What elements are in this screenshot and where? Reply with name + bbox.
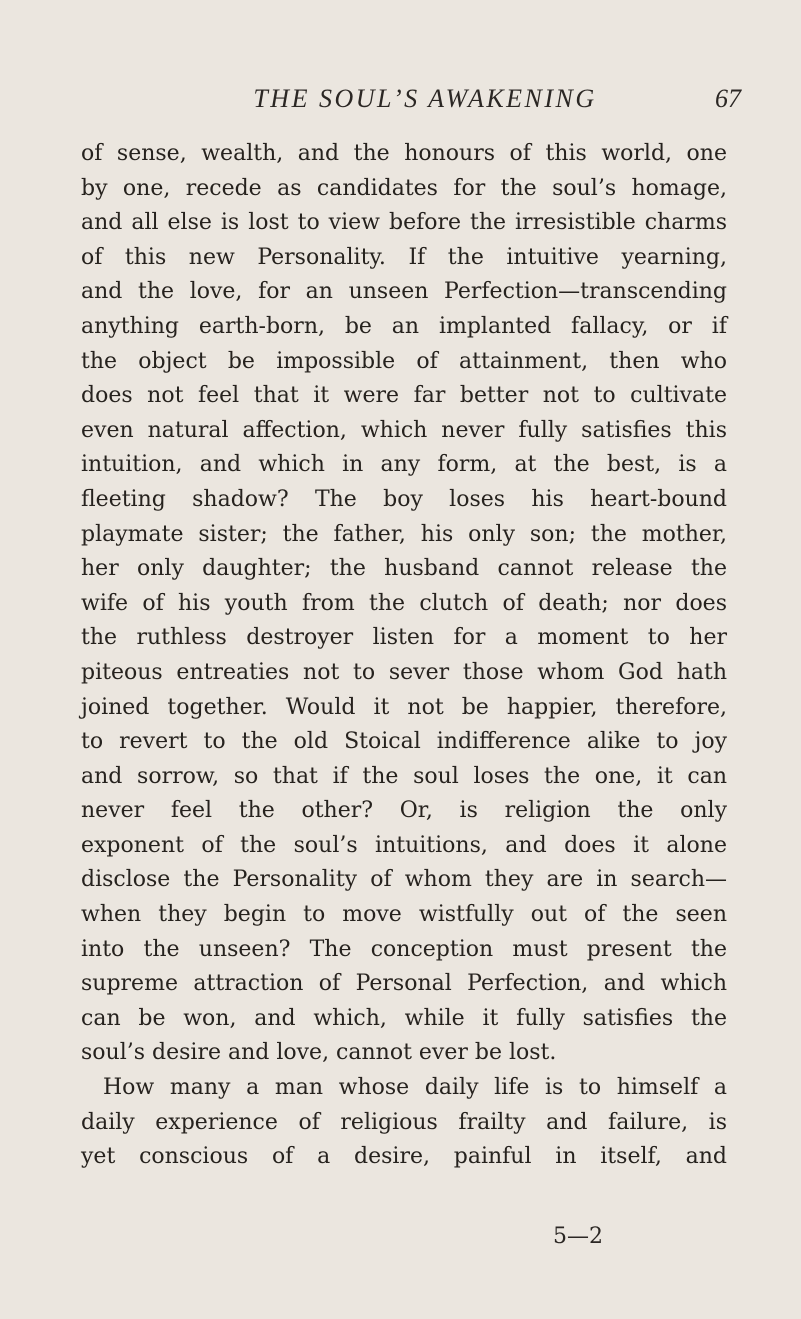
- text-line: can be won, and which, while it fully satisfies the: [81, 1005, 727, 1031]
- running-title: THE SOUL’S AWAKENING: [253, 84, 597, 113]
- text-line: playmate sister; the father, his only son; the mother,: [81, 521, 727, 547]
- text-line: and all else is lost to view before the irresistible charms: [81, 210, 727, 236]
- page-number: 67: [715, 84, 741, 113]
- text-line: of sense, wealth, and the honours of this world, one: [81, 141, 727, 166]
- page-header: [80, 84, 741, 118]
- text-line: even natural affection, which never fully satisfies this: [81, 417, 727, 443]
- text-line: of this new Personality. If the intuitive yearning,: [81, 244, 727, 270]
- text-line: and the love, for an unseen Perfection—transcending: [81, 279, 727, 305]
- signature-mark: 5—2: [553, 1224, 603, 1249]
- text-line: piteous entreaties not to sever those whom God hath: [81, 659, 727, 685]
- text-line: yet conscious of a desire, painful in itself, and: [81, 1144, 727, 1170]
- text-line: by one, recede as candidates for the soul’s homage,: [81, 175, 727, 201]
- text-line: fleeting shadow? The boy loses his heart-bound: [81, 486, 727, 512]
- text-line: does not feel that it were far better not to cultivate: [81, 383, 727, 409]
- text-line: exponent of the soul’s intuitions, and does it alone: [81, 832, 727, 858]
- text-line: daily experience of religious frailty and failure, is: [81, 1109, 727, 1135]
- body-text: [81, 137, 727, 1175]
- text-line: her only daughter; the husband cannot release the: [81, 556, 727, 582]
- text-line: to revert to the old Stoical indifference alike to joy: [81, 729, 727, 755]
- text-line: disclose the Personality of whom they are in search—: [81, 867, 727, 893]
- text-line: anything earth-born, be an implanted fallacy, or if: [81, 313, 727, 339]
- text-line: intuition, and which in any form, at the best, is a: [81, 452, 727, 478]
- text-line: the ruthless destroyer listen for a moment to her: [81, 625, 727, 651]
- text-line: into the unseen? The conception must present the: [81, 936, 727, 962]
- text-line: never feel the other? Or, is religion the only: [81, 798, 727, 824]
- paragraph: [81, 137, 727, 1071]
- paragraph: [81, 1071, 727, 1175]
- text-line: supreme attraction of Personal Perfection, and which: [81, 971, 727, 997]
- text-line: soul’s desire and love, cannot ever be lost.: [81, 1040, 557, 1066]
- text-line: when they begin to move wistfully out of the seen: [81, 902, 727, 928]
- text-line: How many a man whose daily life is to himself a: [103, 1075, 727, 1101]
- text-line: joined together. Would it not be happier, therefore,: [81, 694, 727, 720]
- text-line: the object be impossible of attainment, then who: [81, 348, 727, 374]
- text-line: wife of his youth from the clutch of death; nor does: [81, 590, 727, 616]
- text-line: and sorrow, so that if the soul loses the one, it can: [81, 763, 727, 789]
